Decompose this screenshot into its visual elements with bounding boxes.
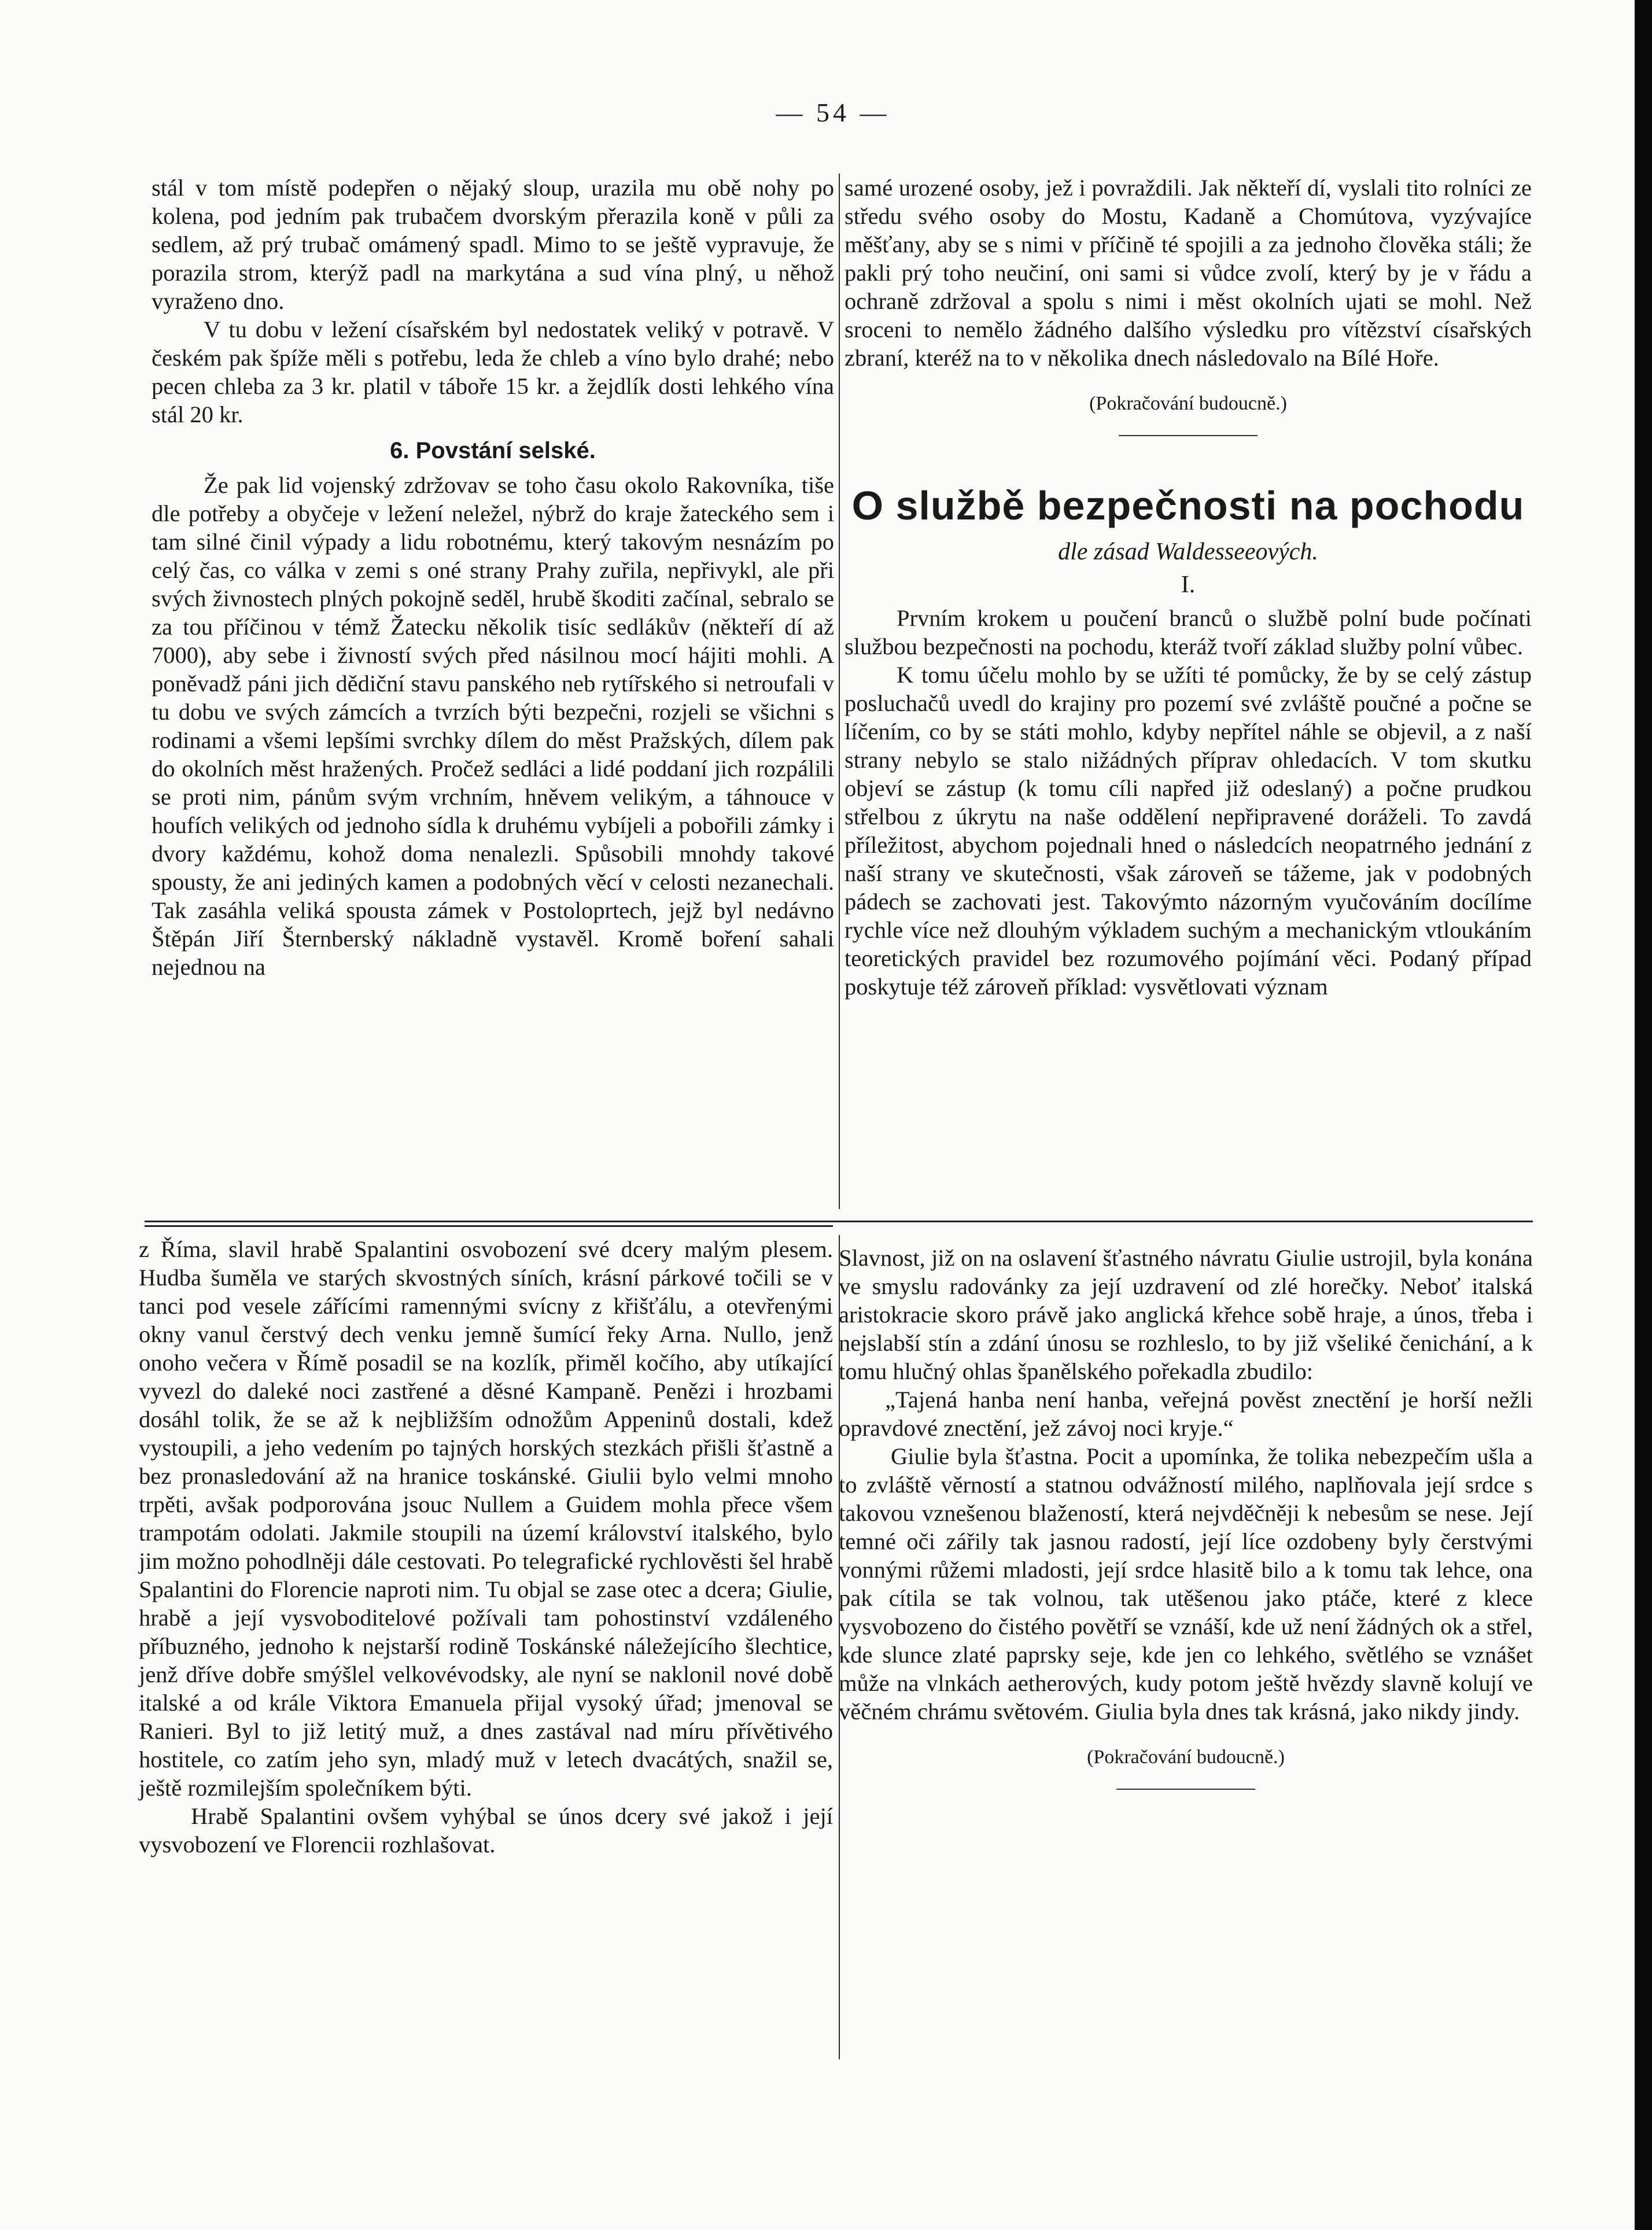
feuilleton-separator-double (145, 1225, 833, 1227)
page-number: — 54 — (776, 98, 890, 127)
paragraph: Hrabě Spalantini ovšem vyhýbal se únos dcery své jakož i její vysvobození ve Florencii rozhlašovat. (139, 1803, 833, 1857)
paragraph: stál v tom místě podepřen o nějaký sloup, urazila mu obě nohy po kolena, pod jedním pak trubačem dvorským přerazila koně v půli za sedlem, až prý trubač omámený spadl. Mimo to se ještě vypravuje, že porazila strom, kterýž padl na markytána a sud vína plný, u něhož vyraženo dno. (152, 175, 834, 314)
feuilleton-separator (145, 1221, 1533, 1222)
left-column-lower (139, 1235, 833, 1859)
column-divider-top (839, 174, 840, 1209)
quotation: „Tajená hanba není hanba, veřejná pověst znectění je horší nežli opravdové znectění, jež závoj noci kryje.“ (839, 1387, 1533, 1441)
continuation-note: (Pokračování budoucně.) (1089, 393, 1287, 414)
article-divider (1119, 435, 1258, 436)
right-column-upper (845, 174, 1532, 1001)
article-divider (1116, 1789, 1255, 1790)
paragraph: Slavnost, již on na oslavení šťastného návratu Giulie ustrojil, byla konána ve smyslu radovánky za její uzdravení od zlé horečky. Neboť italská aristokracie skoro právě jako anglická křehce sobě hraje, a únos, třeba i nejslabší stín a zdání únosu se rozhleslo, to by již všeliké čenichání, a k tomu hlučný ohlas španělského pořekadla zbudilo: (839, 1245, 1533, 1384)
paragraph: Giulie byla šťastna. Pocit a upomínka, že tolika nebezpečím ušla a to zvláště věrností a statnou odvážností milého, naplňovala její srdce s takovou vznešenou blažeností, která nejvděčněji k nebesům se nese. Její temné oči zářily tak jasnou radostí, její líce ozdobeny byly čerstvými vonnými růžemi mladosti, její srdce hlasitě bilo a k tomu tak lehce, ona pak cítila se tak volnou, tak utěšenou jako ptáče, které z klece vysvobozeno do čistého povětří se vznáší, kde už není žádných ok a střel, kde slunce zlaté paprsky seje, kde jen co lehkého, světlého se vznášet může na vlnkách aetherových, kudy potom ještě hvězdy slavně kolují ve věčném chrámu světovém. Giulia byla dnes tak krásná, jako nikdy jindy. (839, 1443, 1533, 1724)
article-subtitle: dle zásad Waldesseeových. (1058, 539, 1318, 565)
chapter-number: I. (1181, 572, 1196, 598)
paragraph: Že pak lid vojenský zdržovav se toho času okolo Rakovníka, tiše dle potřeby a obyčeje v ležení neležel, nýbrž do kraje žateckého sem i tam silné činil výpady a lidu robotnému, který takovým nesnázím po celý čas, co válka v zemi s oné strany Prahy zuřila, nepřivykl, ale při svých živnostech plných pokojně seděl, hrubě škoditi začínal, sebralo se za tou příčinou v témž Žatecku několik tisíc sedlákův (někteří dí až 7000), aby sebe i živností svých před násilnou mocí hájiti mohli. A poněvadž páni jich dědiční stavu panského neb rytířského si netroufali v tu dobu ve svých zámcích a tvrzích býti bezpečni, rozjeli se všichni s rodinami a všemi lepšími svrchky dílem do měst Pražských, dílem pak do okolních měst hražených. Pročež sedláci a lidé poddaní jich rozpálili se proti nim, pánům svým vrchním, hněvem velikým, a táhnouce v houfích velikých od jednoho sídla k druhému vybíjeli a pobořili zámky i dvory každému, kohož doma nenalezli. Spůsobili mnohdy takové spousty, že ani jediných kamen a podobných věcí v celosti nezanechali. Tak zasáhla veliká spousta zámek v Postoloprtech, jejž byl nedávno Štěpán Jiří Šternberský nákladně vystavěl. Kromě boření sahali nejednou na (152, 472, 834, 980)
paragraph: V tu dobu v ležení císařském byl nedostatek veliký v potravě. V českém pak špíže měli s potřebu, leda že chleb a víno bylo drahé; nebo pecen chleba za 3 kr. platil v táboře 15 kr. a žejdlík dosti lehkého vína stál 20 kr. (152, 316, 834, 427)
paragraph: K tomu účelu mohlo by se užíti té pomůcky, že by se celý zástup posluchačů uvedl do krajiny pro pozemí své zvláště poučné a počne se líčením, co by se státi mohlo, kdyby nepřítel náhle se objevil, a z naší strany nebylo se stalo nižádných příprav ohledacích. V tom skutku objeví se zástup (k tomu cíli napřed již odeslaný) a počne prudkou střelbou z úkrytu na naše oddělení nepřipravené doráželi. To zavdá příležitost, abychom pojednali hned o následcích neopatrného jednání z naší strany ve skutečnosti, však zároveň se tážeme, jak v podobných pádech se zachovati jest. Takovýmto názorným vyučováním docílíme rychle více než dlouhým výkladem suchým a mechanickým vtloukáním teoretických pravidel bez rozumového pojímání věci. Podaný případ poskytuje též zároveň příklad: vysvětlovati význam (845, 662, 1532, 1000)
section-heading: 6. Povstání selské. (390, 438, 596, 463)
right-column-lower (839, 1244, 1533, 1805)
paragraph: z Říma, slavil hrabě Spalantini osvobození své dcery malým plesem. Hudba šuměla ve starých skvostných síních, krásní párkové točili se v tanci pod vesele zářícími ramennými svícny z křišťálu, a otevřenými okny vanul čerstvý dech venku jemně šumící řeky Arna. Nullo, jenž onoho večera v Římě posadil se na kozlík, přiměl kočího, aby utíkající vyvezl do daleké noci zastřené a děsné Kampaně. Penězi i hrozbami dosáhl tolik, že se až k nejbližším odnožům Appeninů dostali, kdež vystoupili, a jeho vedením po tajných horských stezkách přišli šťastně a bez pronasledování až na hranice toskánské. Giulii bylo velmi mnoho trpěti, avšak podporována jsouc Nullem a Guidem mohla přece všem trampotám odolati. Jakmile stoupili na území království italského, bylo jim možno pohodlněji dále cestovati. Po telegrafické rychlověsti šel hrabě Spalantini do Florencie naproti nim. Tu objal se zase otec a dcera; Giulie, hrabě a její vysvoboditelové požívali tam pohostinství vzdáleného příbuzného, jednoho k nejstarší rodině Toskánské náležejícího šlechtice, jenž dříve dobře smýšlel velkovévodsky, ale nyní se naklonil nové době italské a od krále Viktora Emanuela přijal vysoký úřad; jmenoval se Ranieri. Byl to již letitý muž, a dnes zastával nad míru přívětivého hostitele, co zatím jeho syn, mladý muž v letech dvacátých, snažil se, ještě rozmilejším společníkem býti. (139, 1236, 833, 1801)
left-column-upper (152, 174, 834, 981)
paragraph: Prvním krokem u poučení branců o službě polní bude počínati službou bezpečnosti na pochodu, kteráž tvoří základ služby polní vůbec. (845, 605, 1532, 659)
paragraph: samé urozené osoby, jež i povraždili. Jak někteří dí, vyslali tito rolníci ze středu svého osoby do Mostu, Kadaně a Chomútova, vyzývajíce měšťany, aby se s nimi v příčině té spojili a za jednoho člověka stáli; že pakli prý toho neučiní, oni sami si vůdce zvolí, který by je v řádu a ochraně zdržoval a spolu s nimi i měst okolních ujati se mohl. Než sroceni to nemělo žádného dalšího výsledku pro vítězství císařských zbraní, kteréž na to v několika dnech následovalo na Bílé Hoře. (845, 175, 1532, 371)
article-title: O službě bezpečnosti na pochodu (851, 483, 1525, 528)
continuation-note: (Pokračování budoucně.) (1087, 1746, 1285, 1768)
